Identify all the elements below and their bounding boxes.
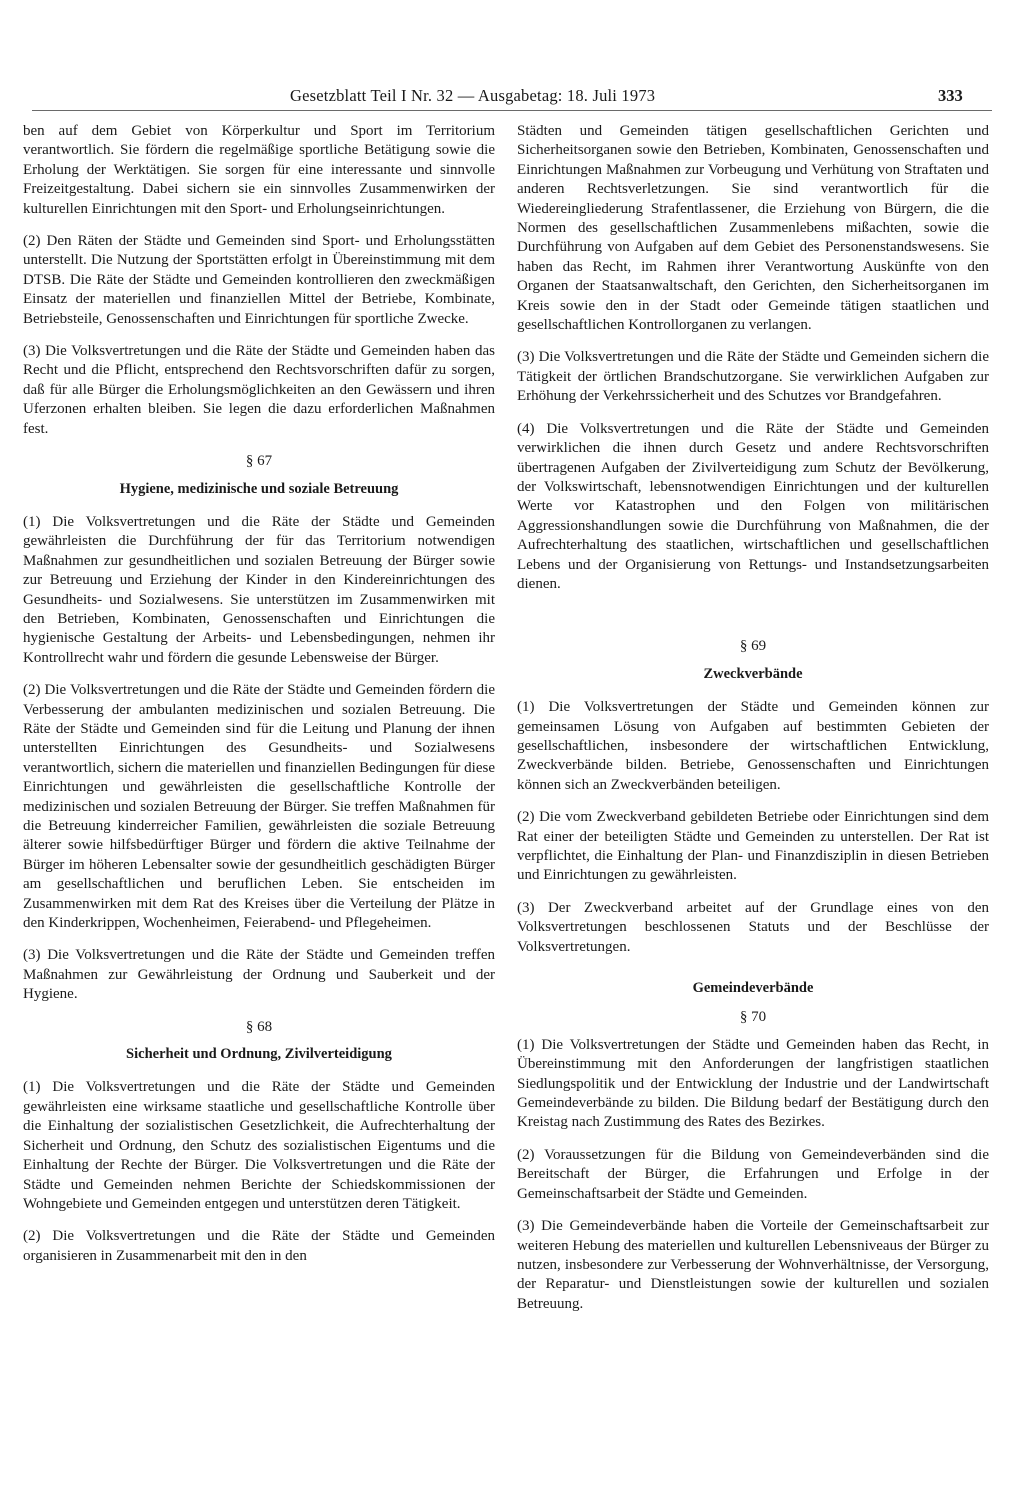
left-column xyxy=(23,122,495,1442)
paragraph: (4) Die Volksvertretungen und die Räte der Städte und Gemeinden verwirklichen die ihnen durch Gesetz und andere Rechtsvorschriften übertragenen Aufgaben der Zivilverteidigung zum Schutz der Bevölkerung, der Volkswirtschaft, lebensnotwendigen Einrichtungen und der kulturellen Werte vor Katastrophen und den Folgen von militärischen Aggressionshandlungen sowie die Durchführung von Maßnahmen, die der Aufrechterhaltung des staatlichen, wirtschaftlichen und gesellschaftlichen Lebens und der Organisierung von Rettungs- und Instandsetzungsarbeiten dienen. xyxy=(517,420,989,592)
page-header xyxy=(0,86,1024,110)
paragraph: (3) Der Zweckverband arbeitet auf der Grundlage eines von den Volksvertretungen beschlossenen Statuts und der Beschlüsse der Volksvertretungen. xyxy=(517,899,989,955)
section-number-68: § 68 xyxy=(245,1018,273,1035)
paragraph: (3) Die Volksvertretungen und die Räte der Städte und Gemeinden haben das Recht und die Pflicht, entsprechend den Rechtsvorschriften dafür zu sorgen, daß für alle Bürger die Erholungsmöglichkeiten an den Gewässern und ihren Uferzonen erhalten bleiben. Sie legen die dazu erforderlichen Maßnahmen fest. xyxy=(23,343,495,437)
header-rule xyxy=(32,110,992,111)
section-title-69: Zweckverbände xyxy=(703,665,803,682)
paragraph: (1) Die Volksvertretungen und die Räte der Städte und Gemeinden gewährleisten eine wirksame staatliche und gesellschaftliche Kontrolle über die Einhaltung der sozialistischen Gesetzlichkeit, die Aufrechterhaltung der Sicherheit und Ordnung, den Schutz des sozialistischen Eigentums und die Einhaltung der Rechte der Bürger. Die Volksvertretungen und die Räte der Städte und Gemeinden nehmen Berichte der Schiedskommissionen der Wohngebiete und Gemeinden entgegen und unterstützen deren Tätigkeit. xyxy=(23,1079,495,1212)
section-title-68: Sicherheit und Ordnung, Zivilverteidigung xyxy=(126,1046,392,1063)
paragraph: (2) Voraussetzungen für die Bildung von Gemeindeverbänden sind die Bereitschaft der Bürger, die Erfahrungen und Erfolge in der Gemeinschaftsarbeit der Städte und Gemeinden. xyxy=(517,1146,989,1202)
paragraph: (2) Die vom Zweckverband gebildeten Betriebe oder Einrichtungen sind dem Rat einer der beteiligten Städte und Gemeinden zu unterstellen. Der Rat ist verpflichtet, die Einhaltung der Plan- und Finanzdisziplin in diesen Betrieben und Einrichtungen zu gewährleisten. xyxy=(517,809,989,884)
header-title: Gesetzblatt Teil I Nr. 32 — Ausgabetag: 18. Juli 1973 xyxy=(290,86,656,105)
group-title-gemeindeverbaende: Gemeindeverbände xyxy=(692,980,814,997)
paragraph: ben auf dem Gebiet von Körperkultur und Sport im Territorium verantwortlich. Sie fördern die regelmäßige sportliche Betätigung sowie die Erholung der Werktätigen. Sie sorgen für eine interessante und sinnvolle Freizeitgestaltung. Dabei sichern sie ein sinnvolles Zusammenwirken der kulturellen Einrichtungen mit den Sport- und Erholungseinrichtungen. xyxy=(23,123,495,217)
paragraph: Städten und Gemeinden tätigen gesellschaftlichen Gerichten und Sicherheitsorganen sowie den Betrieben, Kombinaten, Genossenschaften und Einrichtungen Maßnahmen zur Vorbeugung und Verhütung von Straftaten und anderen Rechtsverletzungen. Sie sind verantwortlich für die Wiedereingliederung Strafentlassener, die Erziehung von Bürgern, die die Normen des gesellschaftlichen Zusammenlebens mißachten, sowie die Durchführung von Aufgaben auf dem Gebiet des Personenstandswesens. Sie haben das Recht, im Rahmen ihrer Verantwortung Auskünfte von den Organen der Staatsanwaltschaft, den Gerichten, den Sicherheitsorganen im Kreis sowie den in der Stadt oder Gemeinde tätigen staatlichen und gesellschaftlichen Kontrollorganen zu verlangen. xyxy=(517,123,989,334)
paragraph: (1) Die Volksvertretungen der Städte und Gemeinden haben das Recht, in Übereinstimmung mit den Anforderungen der langfristigen staatlichen Siedlungspolitik und der Entwicklung der Industrie und der Landwirtschaft Gemeindeverbände zu bilden. Die Bildung bedarf der Bestätigung durch den Kreistag nach Zustimmung des Rates des Bezirkes. xyxy=(517,1036,989,1131)
paragraph: (3) Die Volksvertretungen und die Räte der Städte und Gemeinden treffen Maßnahmen zur Gewährleistung der Ordnung und Sauberkeit und der Hygiene. xyxy=(23,947,495,1003)
spacer xyxy=(517,607,989,627)
paragraph: (3) Die Volksvertretungen und die Räte der Städte und Gemeinden sichern die Tätigkeit der örtlichen Brandschutzorgane. Sie verwirklichen Aufgaben zur Erhöhung der Verkehrssicherheit und des Schutzes vor Brandgefahren. xyxy=(517,349,989,405)
paragraph: (1) Die Volksvertretungen und die Räte der Städte und Gemeinden gewährleisten die Durchführung der für das Territorium notwendigen Maßnahmen zur gesundheitlichen und sozialen Betreuung der Bürger sowie zur Betreuung und Erziehung der Kinder in den Kindereinrichtungen des Gesundheits- und Sozialwesens. Sie unterstützen im Zusammenwirken mit den Betrieben, Kombinaten, Genossenschaften und Einrichtungen die hygienische Gestaltung der Arbeits- und Lebensbedingungen, nehmen ihr Kontrollrecht wahr und fördern die gesunde Lebensweise der Bürger. xyxy=(23,513,495,666)
section-title-67: Hygiene, medizinische und soziale Betreuung xyxy=(119,480,399,497)
paragraph: (2) Den Räten der Städte und Gemeinden sind Sport- und Erholungsstätten unterstellt. Die Nutzung der Sportstätten erfolgt in Übereinstimmung mit dem DTSB. Die Räte der Städte und Gemeinden kontrollieren den zweckmäßigen Einsatz der materiellen und finanziellen Mittel der Betriebe, Kombinate, Betriebsteile, Genossenschaften und Einrichtungen für sportliche Zwecke. xyxy=(23,233,495,327)
page-number: 333 xyxy=(938,86,963,105)
section-number-69: § 69 xyxy=(739,638,767,655)
paragraph: (1) Die Volksvertretungen der Städte und Gemeinden können zur gemeinsamen Lösung von Aufgaben auf bestimmten Gebieten der gesellschaftlichen, insbesondere der wirtschaftlichen Entwicklung, Zweckverbände bilden. Betriebe, Genossenschaften und Einrichtungen können sich an Zweckverbänden beteiligen. xyxy=(517,699,989,793)
paragraph: (2) Die Volksvertretungen und die Räte der Städte und Gemeinden organisieren in Zusammenarbeit mit den in den xyxy=(23,1228,495,1264)
right-column xyxy=(517,122,989,1442)
paragraph: (2) Die Volksvertretungen und die Räte der Städte und Gemeinden fördern die Verbesserung der ambulanten medizinischen und sozialen Betreuung. Die Räte der Städte und Gemeinden sind für die Leitung und Planung der ihnen unterstellten Einrichtungen des Gesundheits- und Sozialwesens verantwortlich, sichern die materiellen und finanziellen Bedingungen für diese Einrichtungen und gewährleisten die gesellschaftliche Kontrolle der medizinischen und sozialen Betreuung der Bürger. Sie treffen Maßnahmen für die Betreuung kinderreicher Familien, gewährleisten die soziale Betreuung älterer sowie hilfsbedürftiger Bürger und fördern die aktive Teilnahme der Bürger im höheren Lebensalter sowie der gesundheitlich geschädigten Bürger am gesellschaftlichen und beruflichen Leben. Sie entscheiden im Zusammenwirken mit dem Rat des Kreises über die Verteilung der Plätze in den Kinderkrippen, Wochenheimen, Feierabend- und Pflegeheimen. xyxy=(23,682,495,932)
section-number-70: § 70 xyxy=(739,1009,767,1026)
section-number-67: § 67 xyxy=(245,453,273,470)
paragraph: (3) Die Gemeindeverbände haben die Vorteile der Gemeinschaftsarbeit zur weiteren Hebung des materiellen und kulturellen Lebensniveaus der Bürger zu nutzen, insbesondere zur Verbesserung der Wohnverhältnisse, der Versorgung, der Reparatur- und Dienstleistungen sowie der kulturellen und sozialen Betreuung. xyxy=(517,1218,989,1312)
